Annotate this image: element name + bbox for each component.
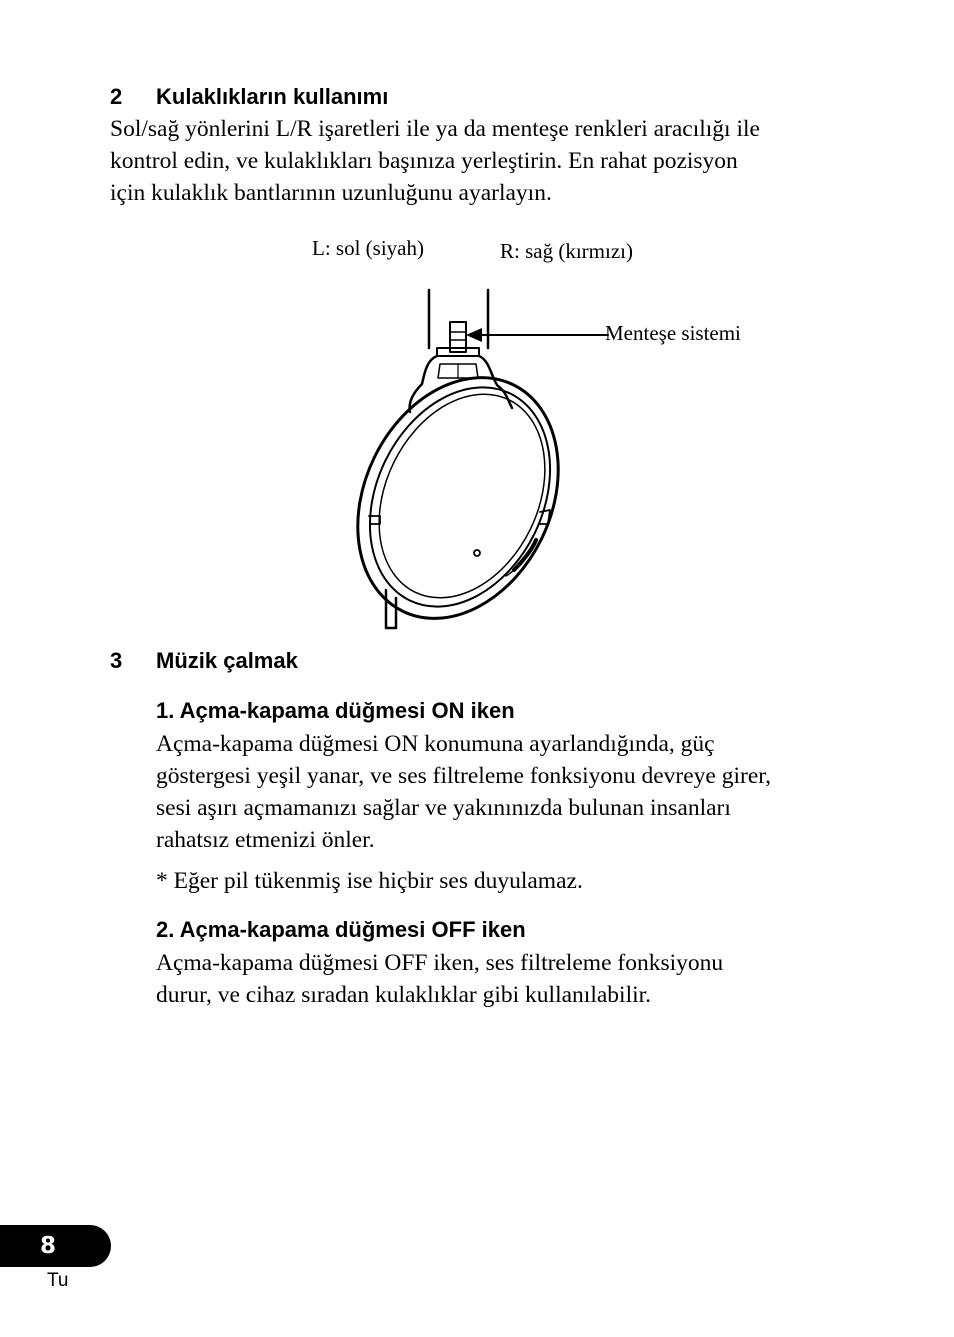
section-2-number: 2 [110,84,123,109]
body-line: sesi aşırı açmamanızı sağlar ve yakınınızda bulunan insanları [156,795,731,821]
body-line: göstergesi yeşil yanar, ve ses filtreleme fonksiyonu devreye girer, [156,763,772,789]
section-2-heading [110,84,810,110]
subsection-2-body [156,947,886,1011]
body-line: Açma-kapama düğmesi ON konumuna ayarlandığında, güç [156,731,715,757]
language-code: Tu [47,1270,69,1291]
label-right-red: R: sağ (kırmızı) [500,239,633,263]
body-line: Sol/sağ yönlerini L/R işaretleri ile ya da menteşe renkleri aracılığı ile [110,116,760,142]
body-line: durur, ve cihaz sıradan kulaklıklar gibi kullanılabilir. [156,982,652,1008]
section-2-title: Kulaklıkların kullanımı [156,84,389,109]
subsection-1-title: 1. Açma-kapama düğmesi ON iken [156,698,515,723]
body-line: rahatsız etmenizi önler. [156,827,375,853]
headphone-ear-cup-illustration [300,280,620,640]
subsection-1-body [156,728,886,856]
page-number-tab [0,1225,111,1267]
body-line: Açma-kapama düğmesi OFF iken, ses filtreleme fonksiyonu [156,950,724,976]
battery-note: * Eğer pil tükenmiş ise hiçbir ses duyulamaz. [156,868,583,894]
section-2-body [110,113,890,209]
section-3-number: 3 [110,648,123,673]
label-left-black: L: sol (siyah) [312,236,424,260]
subsection-2-title: 2. Açma-kapama düğmesi OFF iken [156,917,526,942]
body-line: için kulaklık bantlarının uzunluğunu ayarlayın. [110,180,552,206]
section-3-title: Müzik çalmak [156,648,298,673]
page-number: 8 [40,1233,57,1259]
section-3-heading [110,648,810,674]
body-line: kontrol edin, ve kulaklıkları başınıza yerleştirin. En rahat pozisyon [110,148,738,174]
hinge-callout-label: Menteşe sistemi [605,321,741,345]
